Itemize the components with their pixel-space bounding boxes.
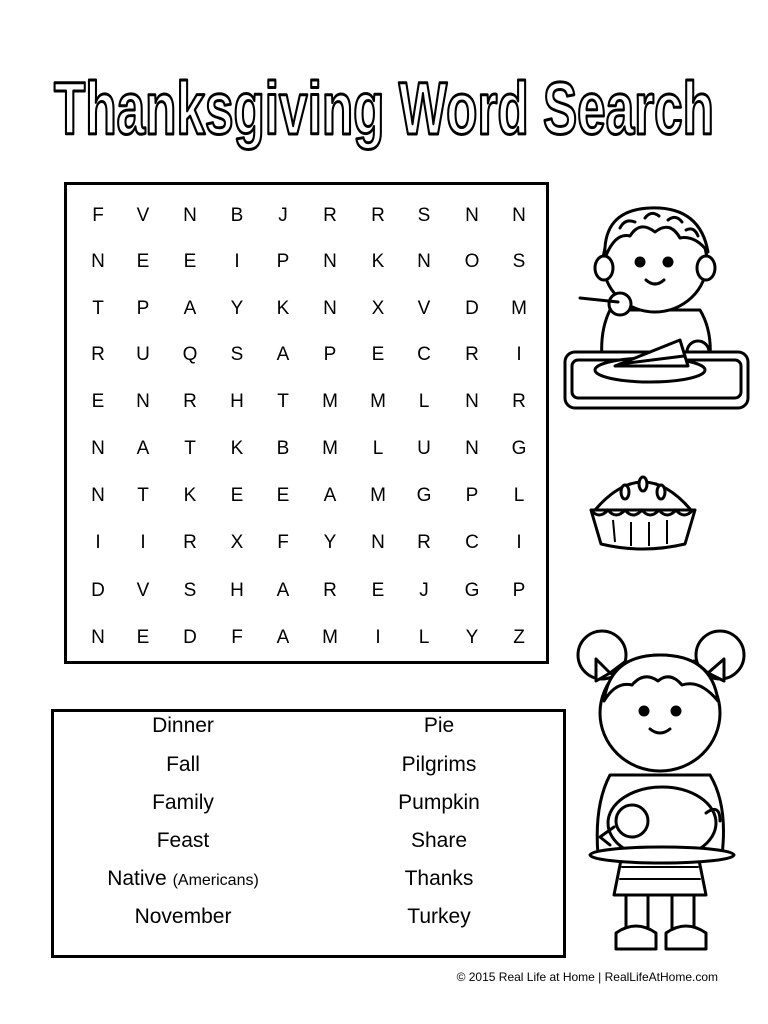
grid-letter: E bbox=[91, 391, 105, 412]
grid-letter: T bbox=[184, 438, 196, 459]
grid-letter: E bbox=[230, 485, 244, 506]
grid-letter: N bbox=[183, 205, 197, 226]
grid-letter: N bbox=[91, 251, 105, 272]
word-list bbox=[51, 709, 566, 958]
grid-letter: A bbox=[276, 580, 290, 601]
grid-letter: L bbox=[513, 485, 525, 506]
page-title bbox=[0, 52, 768, 162]
grid-letter: P bbox=[136, 298, 150, 319]
grid-letter: U bbox=[136, 344, 150, 365]
grid-row bbox=[67, 201, 546, 231]
grid-row bbox=[67, 340, 546, 370]
grid-letter: V bbox=[417, 298, 431, 319]
grid-letter: N bbox=[91, 438, 105, 459]
grid-letter: R bbox=[371, 205, 385, 226]
grid-letter: K bbox=[230, 438, 244, 459]
grid-letter: E bbox=[371, 344, 385, 365]
grid-row bbox=[67, 247, 546, 277]
grid-letter: X bbox=[371, 298, 385, 319]
grid-letter: I bbox=[140, 532, 146, 553]
grid-letter: M bbox=[322, 438, 338, 459]
grid-letter: A bbox=[276, 344, 290, 365]
grid-letter: E bbox=[136, 251, 150, 272]
pie-illustration bbox=[585, 462, 701, 554]
grid-letter: V bbox=[136, 205, 150, 226]
grid-letter: K bbox=[371, 251, 385, 272]
grid-letter: R bbox=[417, 532, 431, 553]
grid-letter: D bbox=[465, 298, 479, 319]
grid-row bbox=[67, 434, 546, 464]
grid-row bbox=[67, 387, 546, 417]
grid-letter: I bbox=[516, 532, 522, 553]
grid-letter: M bbox=[322, 391, 338, 412]
word-list-item bbox=[63, 866, 303, 894]
grid-letter: G bbox=[511, 438, 527, 459]
grid-letter: Y bbox=[465, 627, 479, 648]
grid-letter: F bbox=[277, 532, 289, 553]
grid-letter: E bbox=[371, 580, 385, 601]
grid-letter: J bbox=[419, 580, 429, 601]
grid-letter: I bbox=[516, 344, 522, 365]
word-text: Family bbox=[152, 791, 214, 814]
grid-letter: X bbox=[230, 532, 244, 553]
grid-letter: K bbox=[183, 485, 197, 506]
word-text: Native bbox=[107, 867, 167, 890]
grid-letter: I bbox=[375, 627, 381, 648]
grid-letter: T bbox=[92, 298, 104, 319]
grid-letter: P bbox=[465, 485, 479, 506]
grid-letter: L bbox=[418, 391, 430, 412]
grid-letter: L bbox=[372, 438, 384, 459]
word-list-item bbox=[319, 752, 559, 778]
grid-letter: N bbox=[465, 391, 479, 412]
word-text: Fall bbox=[166, 753, 200, 776]
grid-row bbox=[67, 481, 546, 511]
grid-letter: A bbox=[323, 485, 337, 506]
grid-letter: M bbox=[322, 627, 338, 648]
word-list-item bbox=[319, 713, 559, 739]
word-text: Dinner bbox=[152, 714, 214, 737]
grid-letter: N bbox=[91, 627, 105, 648]
word-text: Pumpkin bbox=[398, 791, 480, 814]
grid-letter: R bbox=[323, 580, 337, 601]
grid-letter: P bbox=[323, 344, 337, 365]
title-text: Thanksgiving Word Search bbox=[54, 67, 714, 150]
grid-letter: B bbox=[230, 205, 244, 226]
grid-letter: C bbox=[417, 344, 431, 365]
grid-letter: A bbox=[183, 298, 197, 319]
grid-letter: L bbox=[418, 627, 430, 648]
grid-letter: Y bbox=[230, 298, 244, 319]
grid-letter: S bbox=[417, 205, 431, 226]
grid-letter: M bbox=[370, 485, 386, 506]
grid-letter: D bbox=[183, 627, 197, 648]
boy-eating-pie-illustration bbox=[560, 180, 755, 415]
grid-letter: D bbox=[91, 580, 105, 601]
grid-letter: H bbox=[230, 391, 244, 412]
word-list-item bbox=[319, 790, 559, 816]
grid-letter: I bbox=[234, 251, 240, 272]
grid-row bbox=[67, 576, 546, 606]
word-list-item bbox=[319, 828, 559, 854]
word-text: Pilgrims bbox=[401, 753, 477, 776]
grid-letter: J bbox=[278, 205, 288, 226]
grid-letter: U bbox=[417, 438, 431, 459]
grid-letter: C bbox=[465, 532, 479, 553]
grid-row bbox=[67, 623, 546, 653]
grid-row bbox=[67, 528, 546, 558]
grid-letter: A bbox=[136, 438, 150, 459]
word-list-item bbox=[63, 752, 303, 778]
grid-letter: N bbox=[136, 391, 150, 412]
grid-letter: T bbox=[277, 391, 289, 412]
grid-letter: R bbox=[91, 344, 105, 365]
grid-letter: G bbox=[416, 485, 432, 506]
grid-letter: N bbox=[417, 251, 431, 272]
grid-letter: N bbox=[91, 485, 105, 506]
grid-letter: T bbox=[137, 485, 149, 506]
grid-letter: R bbox=[512, 391, 526, 412]
grid-letter: B bbox=[276, 438, 290, 459]
word-search-grid bbox=[64, 182, 549, 664]
grid-letter: N bbox=[371, 532, 385, 553]
grid-row bbox=[67, 294, 546, 324]
grid-letter: N bbox=[323, 298, 337, 319]
grid-letter: P bbox=[512, 580, 526, 601]
grid-letter: E bbox=[183, 251, 197, 272]
grid-letter: F bbox=[92, 205, 104, 226]
grid-letter: R bbox=[465, 344, 479, 365]
grid-letter: M bbox=[370, 391, 386, 412]
grid-letter: S bbox=[512, 251, 526, 272]
grid-letter: R bbox=[183, 532, 197, 553]
grid-letter: S bbox=[230, 344, 244, 365]
grid-letter: E bbox=[136, 627, 150, 648]
word-note: (Americans) bbox=[172, 872, 259, 889]
grid-letter: Z bbox=[513, 627, 525, 648]
grid-letter: V bbox=[136, 580, 150, 601]
word-text: November bbox=[134, 905, 232, 928]
girl-holding-turkey-illustration bbox=[570, 615, 760, 960]
grid-letter: A bbox=[276, 627, 290, 648]
word-list-item bbox=[319, 904, 559, 930]
grid-letter: Y bbox=[323, 532, 337, 553]
word-list-item bbox=[63, 713, 303, 739]
grid-letter: G bbox=[464, 580, 480, 601]
grid-letter: K bbox=[276, 298, 290, 319]
word-list-item bbox=[63, 790, 303, 816]
word-list-item bbox=[63, 828, 303, 854]
grid-letter: P bbox=[276, 251, 290, 272]
word-text: Share bbox=[410, 829, 468, 852]
grid-letter: N bbox=[465, 438, 479, 459]
copyright-footer: © 2015 Real Life at Home | RealLifeAtHome.com bbox=[456, 970, 718, 984]
grid-letter: R bbox=[323, 205, 337, 226]
grid-letter: N bbox=[465, 205, 479, 226]
word-text: Turkey bbox=[407, 905, 471, 928]
grid-letter: N bbox=[512, 205, 526, 226]
grid-letter: N bbox=[323, 251, 337, 272]
grid-letter: M bbox=[511, 298, 527, 319]
word-list-item bbox=[63, 904, 303, 930]
grid-letter: I bbox=[95, 532, 101, 553]
grid-letter: Q bbox=[182, 344, 198, 365]
title-outline-text bbox=[0, 52, 768, 162]
grid-letter: S bbox=[183, 580, 197, 601]
word-text: Thanks bbox=[404, 867, 474, 890]
word-text: Feast bbox=[156, 829, 210, 852]
grid-letter: O bbox=[464, 251, 480, 272]
grid-letter: H bbox=[230, 580, 244, 601]
word-text: Pie bbox=[423, 714, 455, 737]
grid-letter: R bbox=[183, 391, 197, 412]
grid-letter: F bbox=[231, 627, 243, 648]
word-list-item bbox=[319, 866, 559, 892]
grid-letter: E bbox=[276, 485, 290, 506]
